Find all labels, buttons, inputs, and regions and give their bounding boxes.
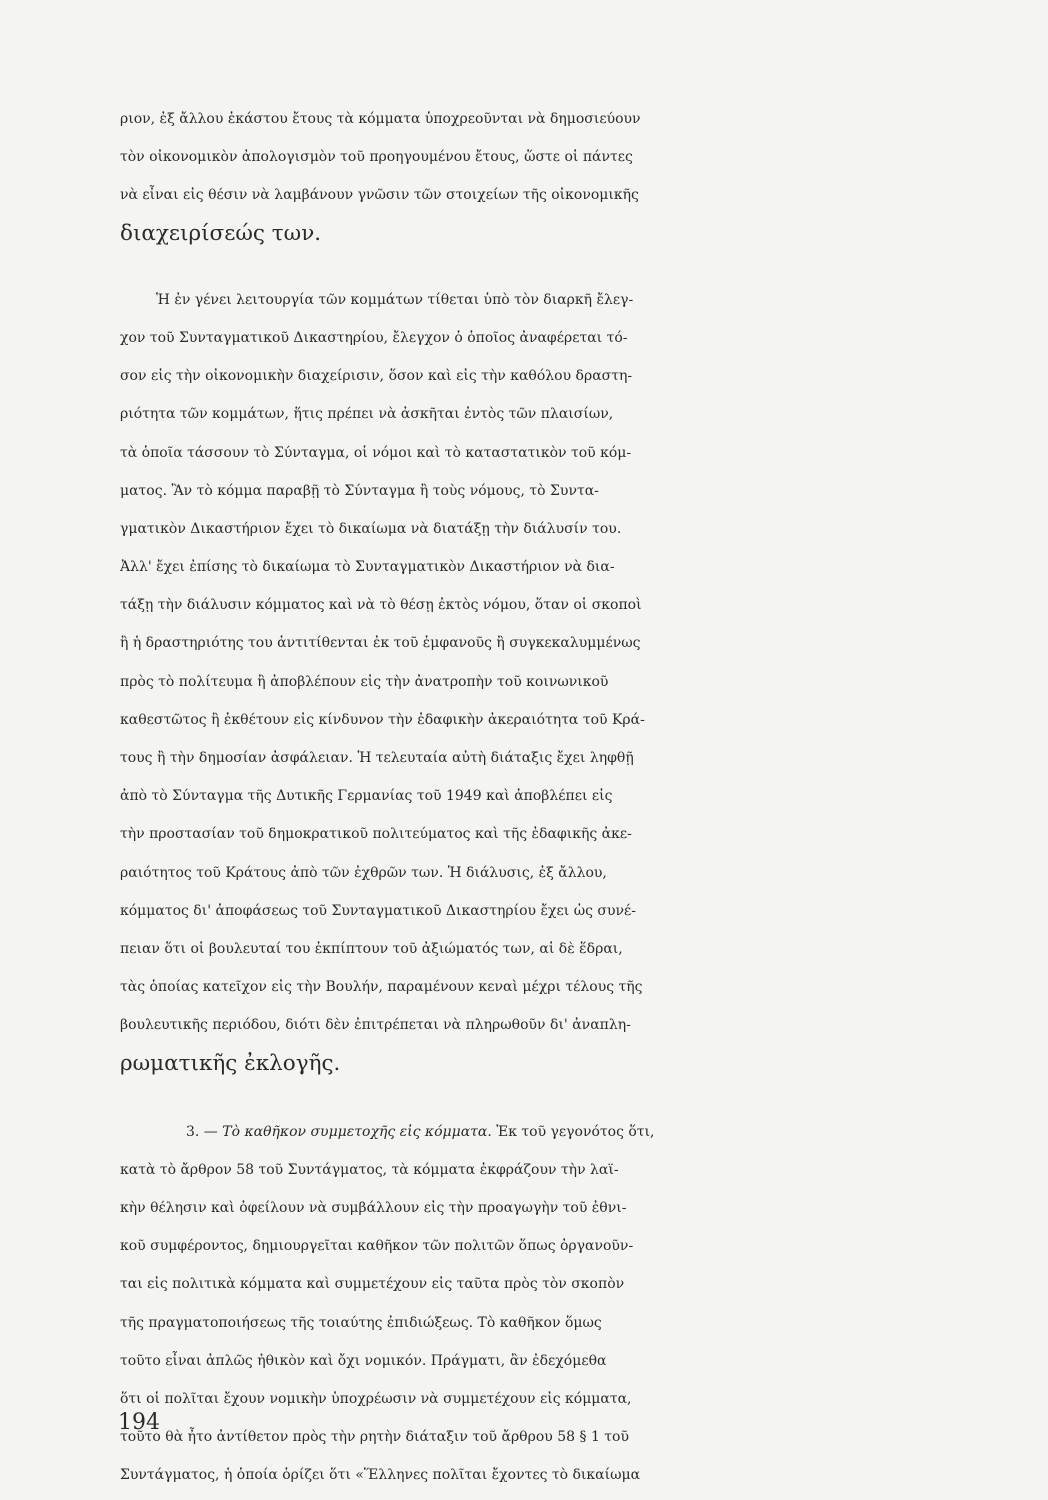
text-line: τὴν προστασίαν τοῦ δημοκρατικοῦ πολιτεύματος καὶ τῆς ἐδαφικῆς ἀκε-: [120, 826, 632, 843]
text-line: τὸν οἰκονομικὸν ἀπολογισμὸν τοῦ προηγουμένου ἔτους, ὥστε οἱ πάντες: [120, 149, 633, 166]
text-line: ται εἰς πολιτικὰ κόμματα καὶ συμμετέχουν εἰς ταῦτα πρὸς τὸν σκοπὸν: [120, 1276, 625, 1293]
text-line: ὅτι οἱ πολῖται ἔχουν νομικὴν ὑποχρέωσιν νὰ συμμετέχουν εἰς κόμματα,: [120, 1391, 632, 1407]
text-line: καθεστῶτος ἢ ἐκθέτουν εἰς κίνδυνον τὴν ἐδαφικὴν ἀκεραιότητα τοῦ Κρά-: [120, 711, 645, 728]
body-text: [120, 100, 990, 1495]
text-line: τὰς ὁποίας κατεῖχον εἰς τὴν Βουλήν, παραμένουν κεναὶ μέχρι τέλους τῆς: [120, 979, 643, 996]
text-line: Συντάγματος, ἡ ὁποία ὁρίζει ὅτι «Ἕλληνες πολῖται ἔχοντες τὸ δικαίωμα: [120, 1467, 641, 1484]
text-line: χον τοῦ Συνταγματικοῦ Δικαστηρίου, ἔλεγχον ὁ ὁποῖος ἀναφέρεται τό-: [120, 329, 628, 346]
text-line: τῆς πραγματοποιήσεως τῆς τοιαύτης ἐπιδιώξεως. Τὸ καθῆκον ὅμως: [120, 1314, 602, 1331]
section-3: [120, 1113, 990, 1495]
text-line: πειαν ὅτι οἱ βουλευταί του ἐκπίπτουν τοῦ ἀξιώματός των, αἱ δὲ ἕδραι,: [120, 940, 623, 957]
section-number: 3. —: [186, 1123, 223, 1140]
text-line: τάξῃ τὴν διάλυσιν κόμματος καὶ νὰ τὸ θέσῃ ἐκτὸς νόμου, ὅταν οἱ σκοποὶ: [120, 597, 642, 614]
text-line: πρὸς τὸ πολίτευμα ἢ ἀποβλέπουν εἰς τὴν ἀνατροπὴν τοῦ κοινωνικοῦ: [120, 673, 609, 690]
section-heading: Τὸ καθῆκον συμμετοχῆς εἰς κόμματα.: [222, 1123, 492, 1140]
text-line: ἀπὸ τὸ Σύνταγμα τῆς Δυτικῆς Γερμανίας τοῦ 1949 καὶ ἀποβλέπει εἰς: [120, 788, 613, 805]
text-line: διαχειρίσεώς των.: [120, 220, 322, 246]
text-line: κόμματος δι' ἀποφάσεως τοῦ Συνταγματικοῦ Δικαστηρίου ἔχει ὡς συνέ-: [120, 902, 636, 919]
section-heading-line: [120, 1113, 990, 1151]
text-run: Ἐκ τοῦ γεγονότος ὅτι,: [491, 1123, 655, 1140]
text-line: ριότητα τῶν κομμάτων, ἥτις πρέπει νὰ ἀσκῆται ἐντὸς τῶν πλαισίων,: [120, 406, 614, 423]
text-line: Ἡ ἐν γένει λειτουργία τῶν κομμάτων τίθεται ὑπὸ τὸν διαρκῆ ἔλεγ-: [156, 291, 634, 308]
paragraph-gap: [120, 1083, 990, 1113]
paragraph-1: [120, 100, 990, 253]
text-line: τους ἢ τὴν δημοσίαν ἀσφάλειαν. Ἡ τελευταία αὐτὴ διάταξις ἔχει ληφθῇ: [120, 750, 634, 766]
text-line: τοῦτο θὰ ἦτο ἀντίθετον πρὸς τὴν ρητὴν διάταξιν τοῦ ἄρθρου 58 § 1 τοῦ: [120, 1429, 629, 1446]
text-line: ἢ ἡ δραστηριότης του ἀντιτίθενται ἐκ τοῦ ἐμφανοῦς ἢ συγκεκαλυμμένως: [120, 635, 641, 652]
text-line: τὰ ὁποῖα τάσσουν τὸ Σύνταγμα, οἱ νόμοι καὶ τὸ καταστατικὸν τοῦ κόμ-: [120, 444, 632, 461]
text-line: νὰ εἶναι εἰς θέσιν νὰ λαμβάνουν γνῶσιν τῶν στοιχείων τῆς οἰκονομικῆς: [120, 187, 639, 204]
paragraph-2: [120, 281, 990, 1083]
text-line: Ἀλλ' ἔχει ἐπίσης τὸ δικαίωμα τὸ Συνταγματικὸν Δικαστήριον νὰ δια-: [120, 559, 615, 576]
text-line: κατὰ τὸ ἄρθρον 58 τοῦ Συντάγματος, τὰ κόμματα ἐκφράζουν τὴν λαϊ-: [120, 1161, 619, 1178]
paragraph-gap: [120, 253, 990, 281]
text-line: ματος. Ἂν τὸ κόμμα παραβῇ τὸ Σύνταγμα ἢ τοὺς νόμους, τὸ Συντα-: [120, 482, 599, 499]
page-number: 194: [118, 1410, 160, 1435]
text-line: ριον, ἐξ ἄλλου ἑκάστου ἔτους τὰ κόμματα ὑποχρεοῦνται νὰ δημοσιεύουν: [120, 111, 641, 127]
text-line: ρωματικῆς ἐκλογῆς.: [120, 1050, 341, 1076]
text-line: βουλευτικῆς περιόδου, διότι δὲν ἐπιτρέπεται νὰ πληρωθοῦν δι' ἀναπλη-: [120, 1017, 631, 1034]
text-line: σον εἰς τὴν οἰκονομικὴν διαχείρισιν, ὅσον καὶ εἰς τὴν καθόλου δραστη-: [120, 368, 633, 385]
text-line: γματικὸν Δικαστήριον ἔχει τὸ δικαίωμα νὰ διατάξῃ τὴν διάλυσίν του.: [120, 520, 622, 537]
text-line: ραιότητος τοῦ Κράτους ἀπὸ τῶν ἐχθρῶν των. Ἡ διάλυσις, ἐξ ἄλλου,: [120, 864, 607, 881]
text-line: κοῦ συμφέροντος, δημιουργεῖται καθῆκον τῶν πολιτῶν ὅπως ὀργανοῦν-: [120, 1238, 634, 1255]
text-line: τοῦτο εἶναι ἁπλῶς ἠθικὸν καὶ ὄχι νομικόν. Πράγματι, ἂν ἐδεχόμεθα: [120, 1352, 607, 1369]
text-line: κὴν θέλησιν καὶ ὀφείλουν νὰ συμβάλλουν εἰς τὴν προαγωγὴν τοῦ ἐθνι-: [120, 1200, 627, 1217]
